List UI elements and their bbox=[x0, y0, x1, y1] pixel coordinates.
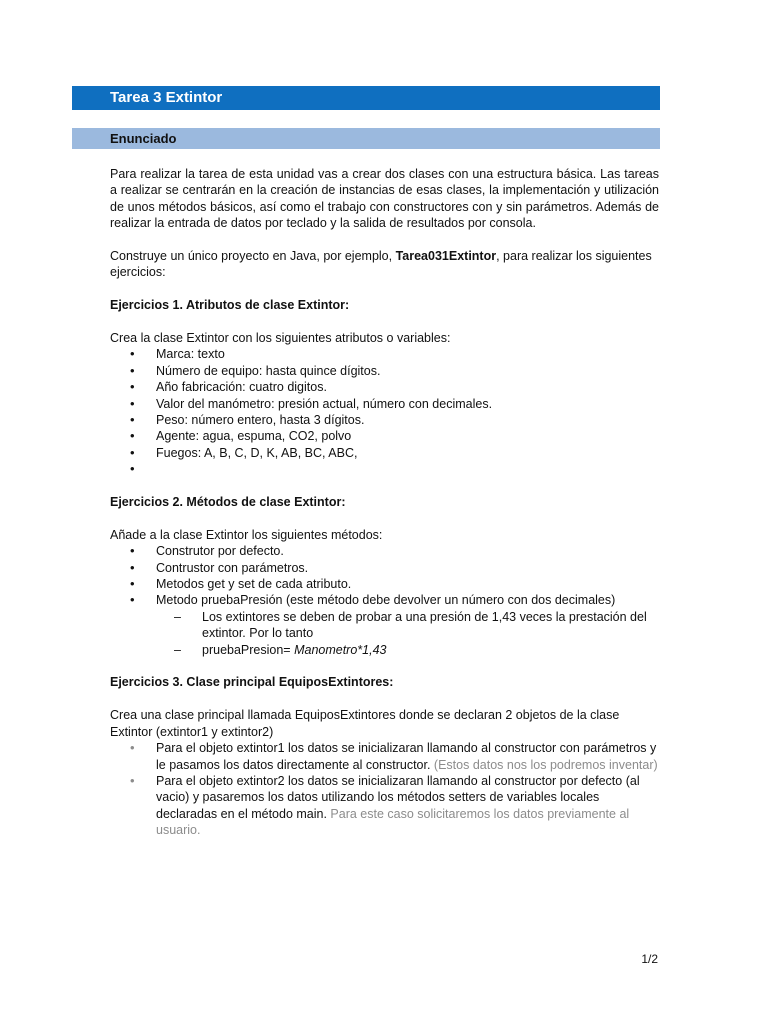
exercise2-intro: Añade a la clase Extintor los siguientes métodos: bbox=[110, 527, 383, 542]
project-name: Tarea031Extintor bbox=[395, 249, 497, 264]
exercise2-sub-list bbox=[156, 609, 659, 658]
object2-text: Para el objeto extintor2 los datos se inicializaran llamando al constructor por defecto (al vacio) y pasaremos los datos utilizando los métodos setters de variables locales declaradas en el método main. bbox=[156, 773, 640, 821]
exercise3-heading: Ejercicios 3. Clase principal EquiposExtintores: bbox=[110, 675, 394, 690]
list-item: • Contrustor con parámetros. bbox=[110, 560, 659, 576]
list-item: • Marca: texto bbox=[110, 346, 659, 362]
exercise2-heading: Ejercicios 2. Métodos de clase Extintor: bbox=[110, 495, 346, 510]
formula-expression: Manometro*1,43 bbox=[294, 642, 387, 657]
list-item-empty bbox=[110, 461, 659, 477]
list-item: • Número de equipo: hasta quince dígitos. bbox=[110, 363, 659, 379]
list-item: • Agente: agua, espuma, CO2, polvo bbox=[110, 428, 659, 444]
project-paragraph bbox=[110, 248, 659, 281]
document-body bbox=[110, 166, 659, 839]
project-paragraph-suffix: , para realizar los siguientes ejercicios: bbox=[110, 249, 652, 280]
exercise1-heading: Ejercicios 1. Atributos de clase Extintor: bbox=[110, 298, 350, 313]
list-item bbox=[110, 740, 659, 773]
list-item: • Metodo pruebaPresión (este método debe devolver un número con dos decimales) bbox=[110, 592, 659, 608]
list-item: • Año fabricación: cuatro digitos. bbox=[110, 379, 659, 395]
page-number: 1/2 bbox=[641, 952, 658, 966]
formula-label: pruebaPresion= bbox=[202, 642, 295, 657]
exercise3-intro: Crea una clase principal llamada EquiposExtintores donde se declaran 2 objetos de la clase Extintor (extintor1 y extintor2) bbox=[110, 708, 620, 739]
exercise3-object-list bbox=[110, 740, 659, 838]
exercise1-intro: Crea la clase Extintor con los siguientes atributos o variables: bbox=[110, 331, 451, 346]
list-item: • Peso: número entero, hasta 3 dígitos. bbox=[110, 412, 659, 428]
list-item bbox=[110, 773, 659, 839]
list-item: • Fuegos: A, B, C, D, K, AB, BC, ABC, bbox=[110, 445, 659, 461]
list-item: • Metodos get y set de cada atributo. bbox=[110, 576, 659, 592]
section-heading: Enunciado bbox=[72, 128, 660, 149]
list-item: • Construtor por defecto. bbox=[110, 543, 659, 559]
exercise1-attribute-list bbox=[110, 346, 659, 477]
list-item: • Valor del manómetro: presión actual, número con decimales. bbox=[110, 396, 659, 412]
exercise2-method-list bbox=[110, 543, 659, 609]
sub-list-item-formula bbox=[156, 642, 659, 658]
object2-note: Para este caso solicitaremos los datos previamente al usuario. bbox=[156, 806, 630, 838]
object1-note: (Estos datos nos los podremos inventar) bbox=[433, 757, 658, 772]
intro-paragraph: Para realizar la tarea de esta unidad vas a crear dos clases con una estructura básica. Las tareas a realizar se centrarán en la creación de instancias de esas clases, la implementación y utilización de unos métodos básicos, así como el trabajo con constructores con y sin parámetros. Además de realizar la entrada de datos por teclado y la salida de resultados por consola. bbox=[110, 167, 659, 231]
document-title: Tarea 3 Extintor bbox=[72, 86, 660, 110]
project-paragraph-prefix: Construye un único proyecto en Java, por ejemplo, bbox=[110, 249, 396, 264]
sub-list-item: – Los extintores se deben de probar a una presión de 1,43 veces la prestación del extintor. Por lo tanto bbox=[156, 609, 659, 642]
object1-text: Para el objeto extintor1 los datos se inicializaran llamando al constructor con parámetros y le pasamos los datos directamente al constructor. bbox=[156, 741, 657, 772]
